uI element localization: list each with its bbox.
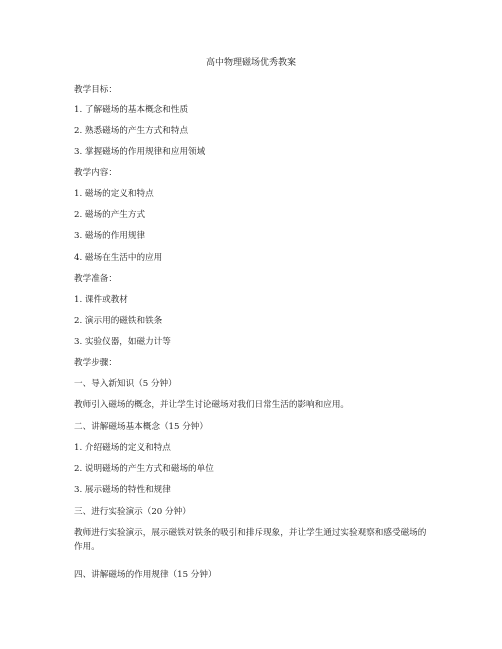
preparation-item-2: 2. 演示用的磁铁和铁条 xyxy=(74,316,163,326)
step1-heading: 一、导入新知识（5 分钟） xyxy=(74,379,177,389)
step4-heading: 四、讲解磁场的作用规律（15 分钟） xyxy=(74,570,217,580)
objective-item-3: 3. 掌握磁场的作用规律和应用领域 xyxy=(74,147,206,157)
steps-heading: 教学步骤： xyxy=(74,358,117,368)
document-title: 高中物理磁场优秀教案 xyxy=(205,58,296,68)
step2-heading: 二、讲解磁场基本概念（15 分钟） xyxy=(74,422,208,432)
step3-text: 教师进行实验演示，展示磁铁对铁条的吸引和排斥现象，并让学生通过实验观察和感受磁场的作用。 xyxy=(74,528,427,552)
content-item-4: 4. 磁场在生活中的应用 xyxy=(74,253,163,263)
content-item-3: 3. 磁场的作用规律 xyxy=(74,231,146,241)
objective-item-1: 1. 了解磁场的基本概念和性质 xyxy=(74,105,189,115)
step2-item-3: 3. 展示磁场的特性和规律 xyxy=(74,485,171,495)
step2-item-1: 1. 介绍磁场的定义和特点 xyxy=(74,443,171,453)
objectives-heading: 教学目标： xyxy=(74,85,117,95)
step1-text: 教师引入磁场的概念，并让学生讨论磁场对我们日常生活的影响和应用。 xyxy=(74,400,350,410)
content-heading: 教学内容： xyxy=(74,168,117,178)
preparation-item-3: 3. 实验仪器，如磁力计等 xyxy=(74,337,171,347)
objective-item-2: 2. 熟悉磁场的产生方式和特点 xyxy=(74,126,189,136)
step2-item-2: 2. 说明磁场的产生方式和磁场的单位 xyxy=(74,464,214,474)
step3-heading: 三、进行实验演示（20 分钟） xyxy=(74,507,191,517)
content-item-1: 1. 磁场的定义和特点 xyxy=(74,189,154,199)
preparation-item-1: 1. 课件或教材 xyxy=(74,295,128,305)
content-item-2: 2. 磁场的产生方式 xyxy=(74,210,146,220)
preparation-heading: 教学准备： xyxy=(74,274,117,284)
